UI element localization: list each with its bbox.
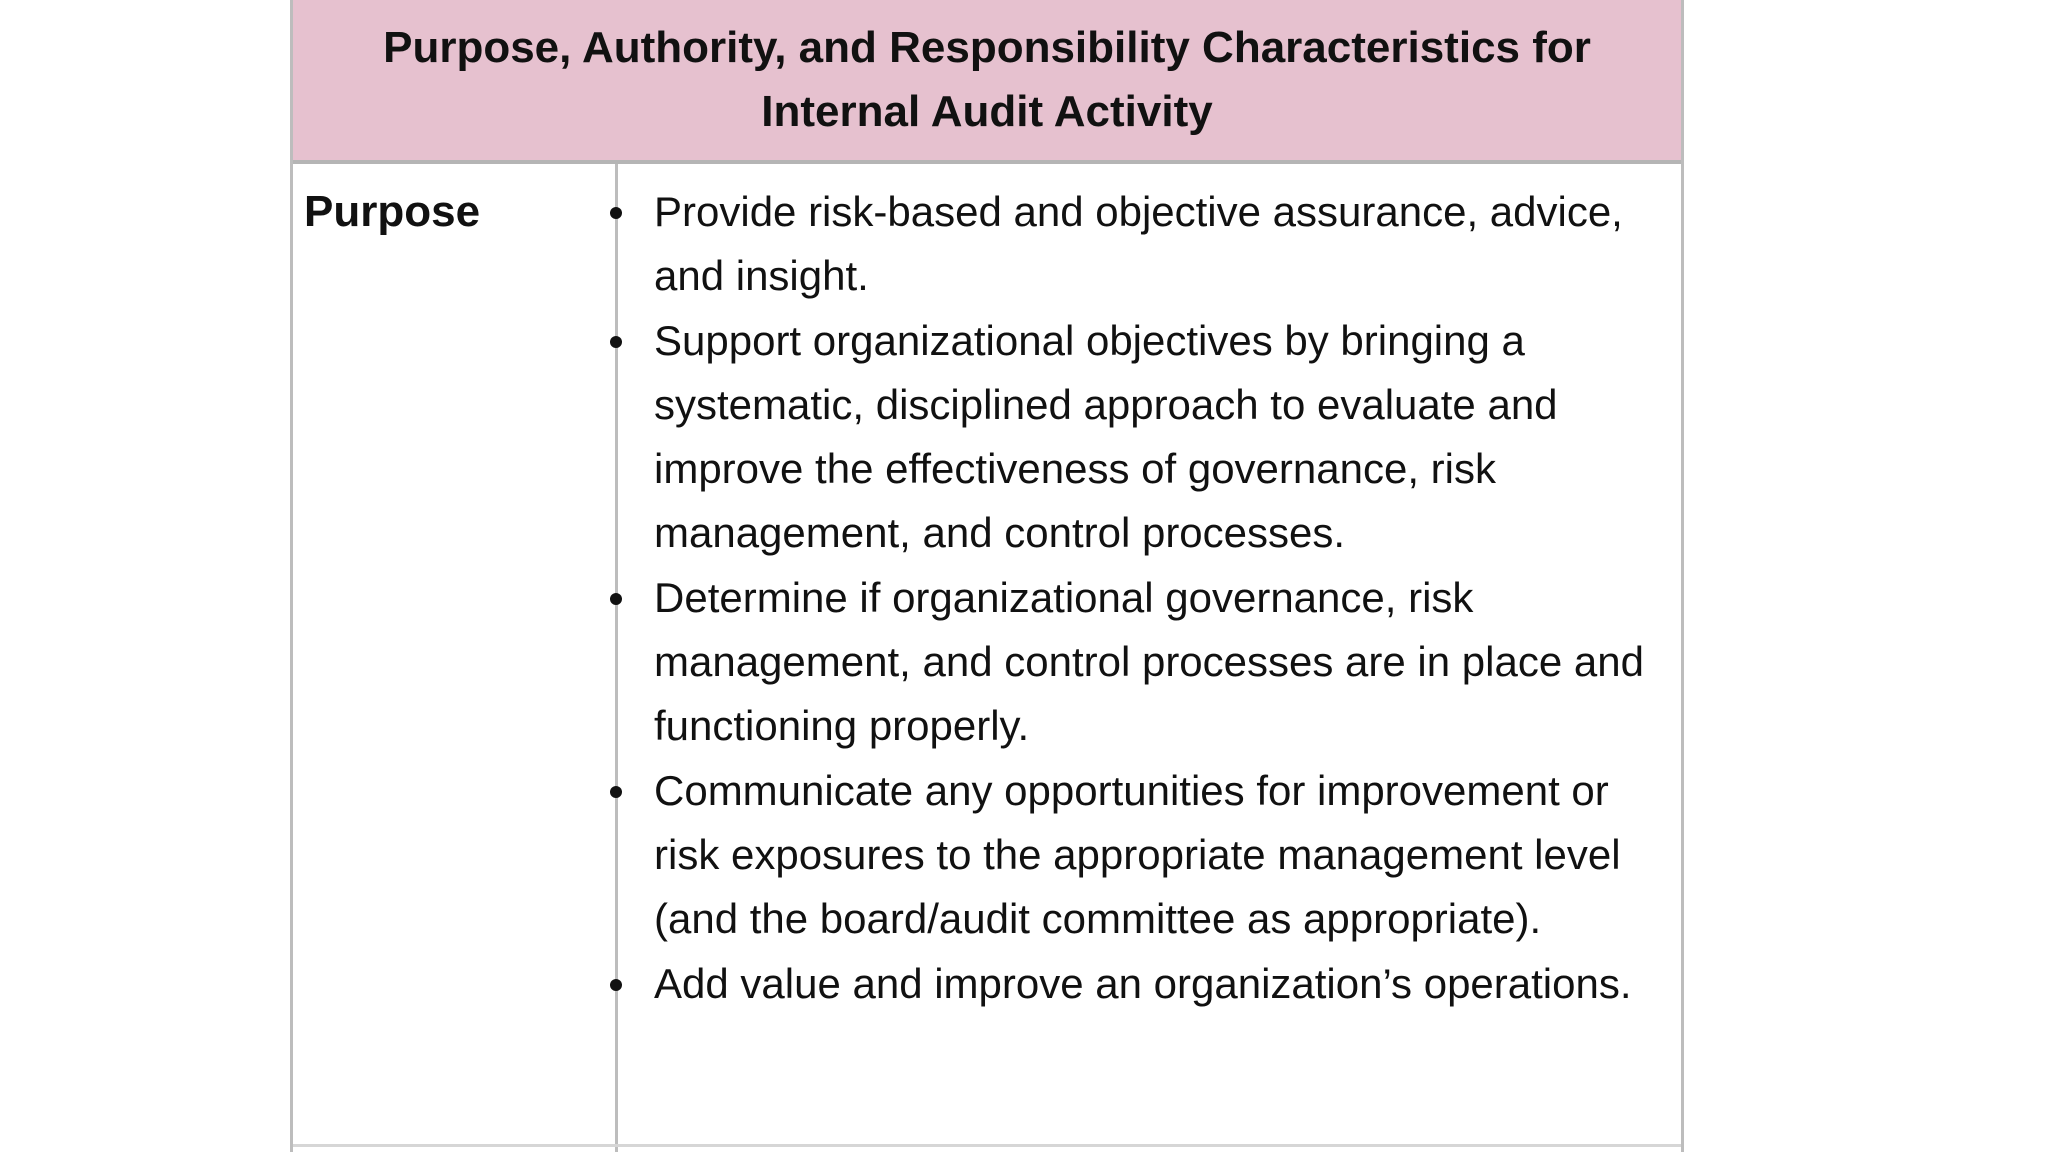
list-item xyxy=(618,180,1673,309)
row-label: Purpose xyxy=(304,187,481,236)
table-title: Purpose, Authority, and Responsibility Characteristics for Internal Audit Activity xyxy=(383,23,1591,136)
list-item xyxy=(618,566,1673,759)
row-content-cell xyxy=(618,164,1681,1152)
bullet-text: Provide risk-based and objective assurance, advice, and insight. xyxy=(654,188,1623,300)
bullet-icon xyxy=(610,336,622,348)
characteristics-table xyxy=(290,0,1684,1152)
list-item xyxy=(618,759,1673,952)
row-label-cell xyxy=(293,164,618,1152)
bullet-icon xyxy=(610,786,622,798)
bullet-text: Add value and improve an organization’s operations. xyxy=(654,959,1632,1007)
bullet-text: Determine if organizational governance, risk management, and control processes are in place and functioning properly. xyxy=(654,573,1644,750)
purpose-bullet-list xyxy=(618,180,1673,1016)
list-item xyxy=(618,309,1673,566)
table-header xyxy=(293,0,1681,164)
table-bottom-border xyxy=(293,1144,1681,1147)
bullet-icon xyxy=(610,979,622,991)
list-item xyxy=(618,952,1673,1016)
bullet-icon xyxy=(610,593,622,605)
table-row-purpose xyxy=(293,164,1681,1152)
bullet-text: Support organizational objectives by bringing a systematic, disciplined approach to evaluate and improve the effectiveness of governance, risk management, and control processes. xyxy=(654,316,1558,557)
bullet-icon xyxy=(610,207,622,219)
bullet-text: Communicate any opportunities for improvement or risk exposures to the appropriate management level (and the board/audit committee as appropriate). xyxy=(654,766,1621,943)
